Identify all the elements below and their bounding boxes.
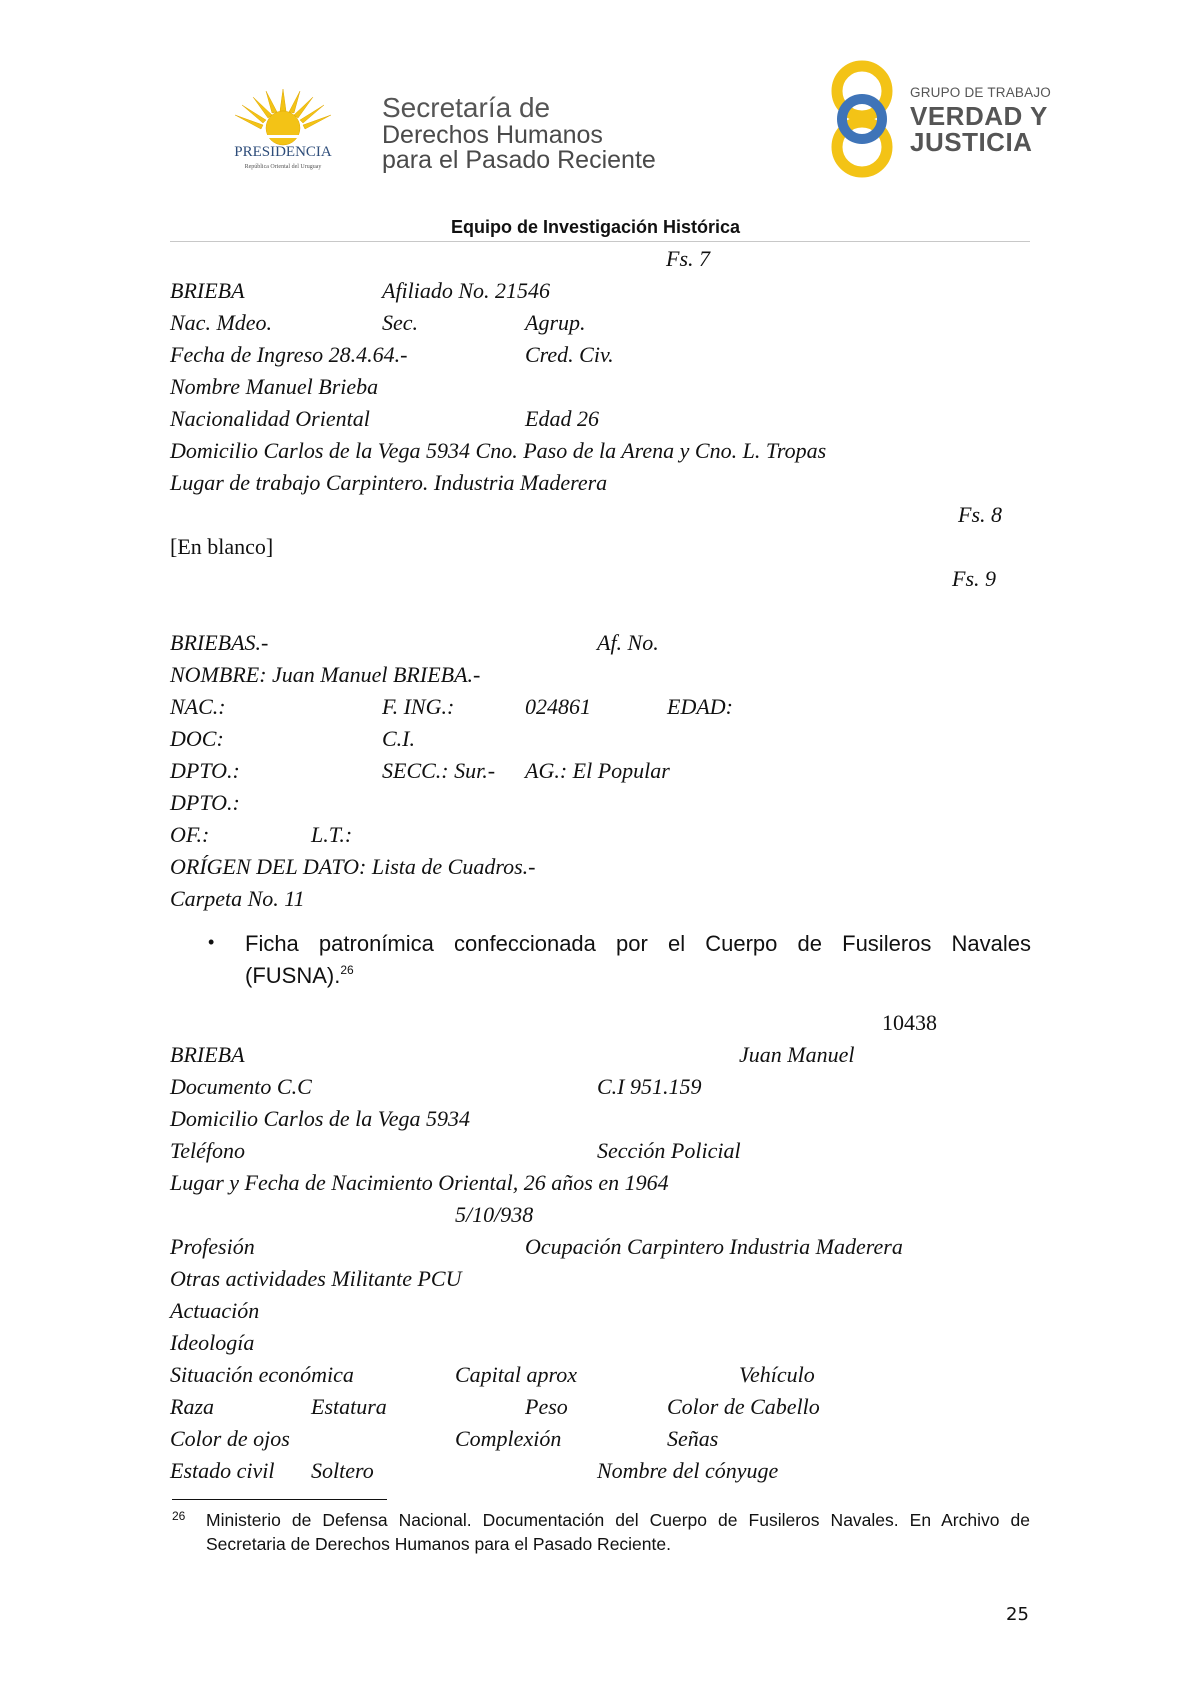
presidencia-subtext: República Oriental del Uruguay (244, 164, 322, 170)
fs9-folio: Fs. 9 (952, 566, 996, 591)
verdad-justicia-text (910, 86, 1051, 155)
fs7-surname: BRIEBA (170, 278, 245, 303)
fs9-ag: AG.: El Popular (525, 758, 670, 783)
fusna-actuacion: Actuación (170, 1298, 260, 1323)
fusna-domicilio: Domicilio Carlos de la Vega 5934 (170, 1106, 471, 1131)
secretaria-line1: Secretaría de (382, 92, 551, 123)
fs8-folio: Fs. 8 (958, 502, 1002, 527)
fusna-documento: Documento C.C (170, 1074, 312, 1099)
fs9-af-no: Af. No. (597, 630, 659, 655)
fs9-f-ing-value: 024861 (525, 694, 591, 719)
header-divider (170, 241, 1030, 242)
fs9-of: OF.: (170, 822, 210, 847)
footnote-reference[interactable]: 26 (340, 963, 354, 977)
fs9-secc: SECC.: Sur.- (382, 758, 496, 783)
fs7-cred-civ: Cred. Civ. (525, 342, 614, 367)
page-number: 25 (1006, 1604, 1029, 1625)
fs9-lt: L.T.: (311, 822, 353, 847)
fs7-nac: Nac. Mdeo. (170, 310, 273, 335)
fs7-sec: Sec. (382, 310, 419, 335)
fusna-seccion-policial: Sección Policial (597, 1138, 741, 1163)
fs8-content: [En blanco] (170, 534, 274, 559)
presidencia-sun-logo (208, 85, 358, 175)
fs7-domicilio: Domicilio Carlos de la Vega 5934 Cno. Paso de la Arena y Cno. L. Tropas (170, 438, 827, 463)
fusna-peso: Peso (525, 1394, 568, 1419)
fusna-capital-aprox: Capital aprox (455, 1362, 578, 1387)
secretaria-line2: Derechos Humanos (382, 120, 603, 149)
fusna-estado-civil-value: Soltero (311, 1458, 374, 1483)
fusna-estatura: Estatura (311, 1394, 387, 1419)
fusna-profesion: Profesión (170, 1234, 255, 1259)
fs9-ci: C.I. (382, 726, 415, 751)
fusna-color-cabello: Color de Cabello (667, 1394, 820, 1419)
fusna-estado-civil: Estado civil (170, 1458, 275, 1483)
fs9-edad: EDAD: (667, 694, 733, 719)
fs9-doc: DOC: (170, 726, 224, 751)
fs7-nacionalidad: Nacionalidad Oriental (170, 406, 370, 431)
fusna-given-names: Juan Manuel (739, 1042, 855, 1067)
fusna-surname: BRIEBA (170, 1042, 245, 1067)
fs9-origen: ORÍGEN DEL DATO: Lista de Cuadros.- (170, 854, 536, 879)
footnote-separator (172, 1499, 387, 1500)
verdad-label: VERDAD Y (910, 100, 1048, 131)
team-title: Equipo de Investigación Histórica (450, 217, 741, 237)
secretaria-title (382, 94, 656, 174)
fs9-nombre: NOMBRE: Juan Manuel BRIEBA.- (170, 662, 481, 687)
bullet-paragraph (245, 928, 1031, 992)
fs7-afiliado: Afiliado No. 21546 (382, 278, 551, 303)
fs7-edad: Edad 26 (525, 406, 599, 431)
bullet-text: Ficha patronímica confeccionada por el Cuerpo de Fusileros Navales (FUSNA). (245, 931, 1031, 988)
fusna-number: 10438 (882, 1010, 937, 1035)
fusna-ci: C.I 951.159 (597, 1074, 702, 1099)
fusna-senas: Señas (667, 1426, 719, 1451)
fs7-folio: Fs. 7 (666, 246, 710, 271)
fusna-fecha-nac: 5/10/938 (455, 1202, 534, 1227)
fusna-situacion-economica: Situación económica (170, 1362, 354, 1387)
fs7-nombre: Nombre Manuel Brieba (170, 374, 379, 399)
fs9-dpto2: DPTO.: (170, 790, 240, 815)
bullet-marker: • (208, 932, 215, 952)
fs9-dpto1: DPTO.: (170, 758, 240, 783)
fusna-vehiculo: Vehículo (739, 1362, 815, 1387)
fusna-complexion: Complexión (455, 1426, 562, 1451)
justicia-label: JUSTICIA (910, 126, 1033, 157)
fusna-telefono: Teléfono (170, 1138, 245, 1163)
fusna-ocupacion: Ocupación Carpintero Industria Maderera (525, 1234, 903, 1259)
fusna-color-ojos: Color de ojos (170, 1426, 290, 1451)
footnote-number: 26 (172, 1509, 186, 1523)
fs9-carpeta: Carpeta No. 11 (170, 886, 305, 911)
grupo-label: GRUPO DE TRABAJO (910, 85, 1051, 100)
fs7-fecha-ingreso: Fecha de Ingreso 28.4.64.- (170, 342, 408, 367)
fusna-otras-actividades: Otras actividades Militante PCU (170, 1266, 462, 1291)
fs7-lugar-trabajo: Lugar de trabajo Carpintero. Industria Maderera (170, 470, 608, 495)
verdad-justicia-rings-logo (822, 58, 902, 180)
fusna-raza: Raza (170, 1394, 214, 1419)
fs9-surname: BRIEBAS.- (170, 630, 269, 655)
fs9-f-ing: F. ING.: (382, 694, 455, 719)
secretaria-line3: para el Pasado Reciente (382, 146, 656, 175)
presidencia-text: PRESIDENCIA (234, 144, 332, 160)
footnote-text: Ministerio de Defensa Nacional. Documentación del Cuerpo de Fusileros Navales. En Archivo de Secretaria de Derechos Humanos para el Pasado Reciente. (206, 1510, 1030, 1554)
fusna-lugar-fecha-nac: Lugar y Fecha de Nacimiento Oriental, 26 años en 1964 (170, 1170, 669, 1195)
fs9-nac: NAC.: (170, 694, 226, 719)
fs7-agrup: Agrup. (525, 310, 586, 335)
fusna-nombre-conyuge: Nombre del cónyuge (597, 1458, 779, 1483)
fusna-ideologia: Ideología (170, 1330, 255, 1355)
